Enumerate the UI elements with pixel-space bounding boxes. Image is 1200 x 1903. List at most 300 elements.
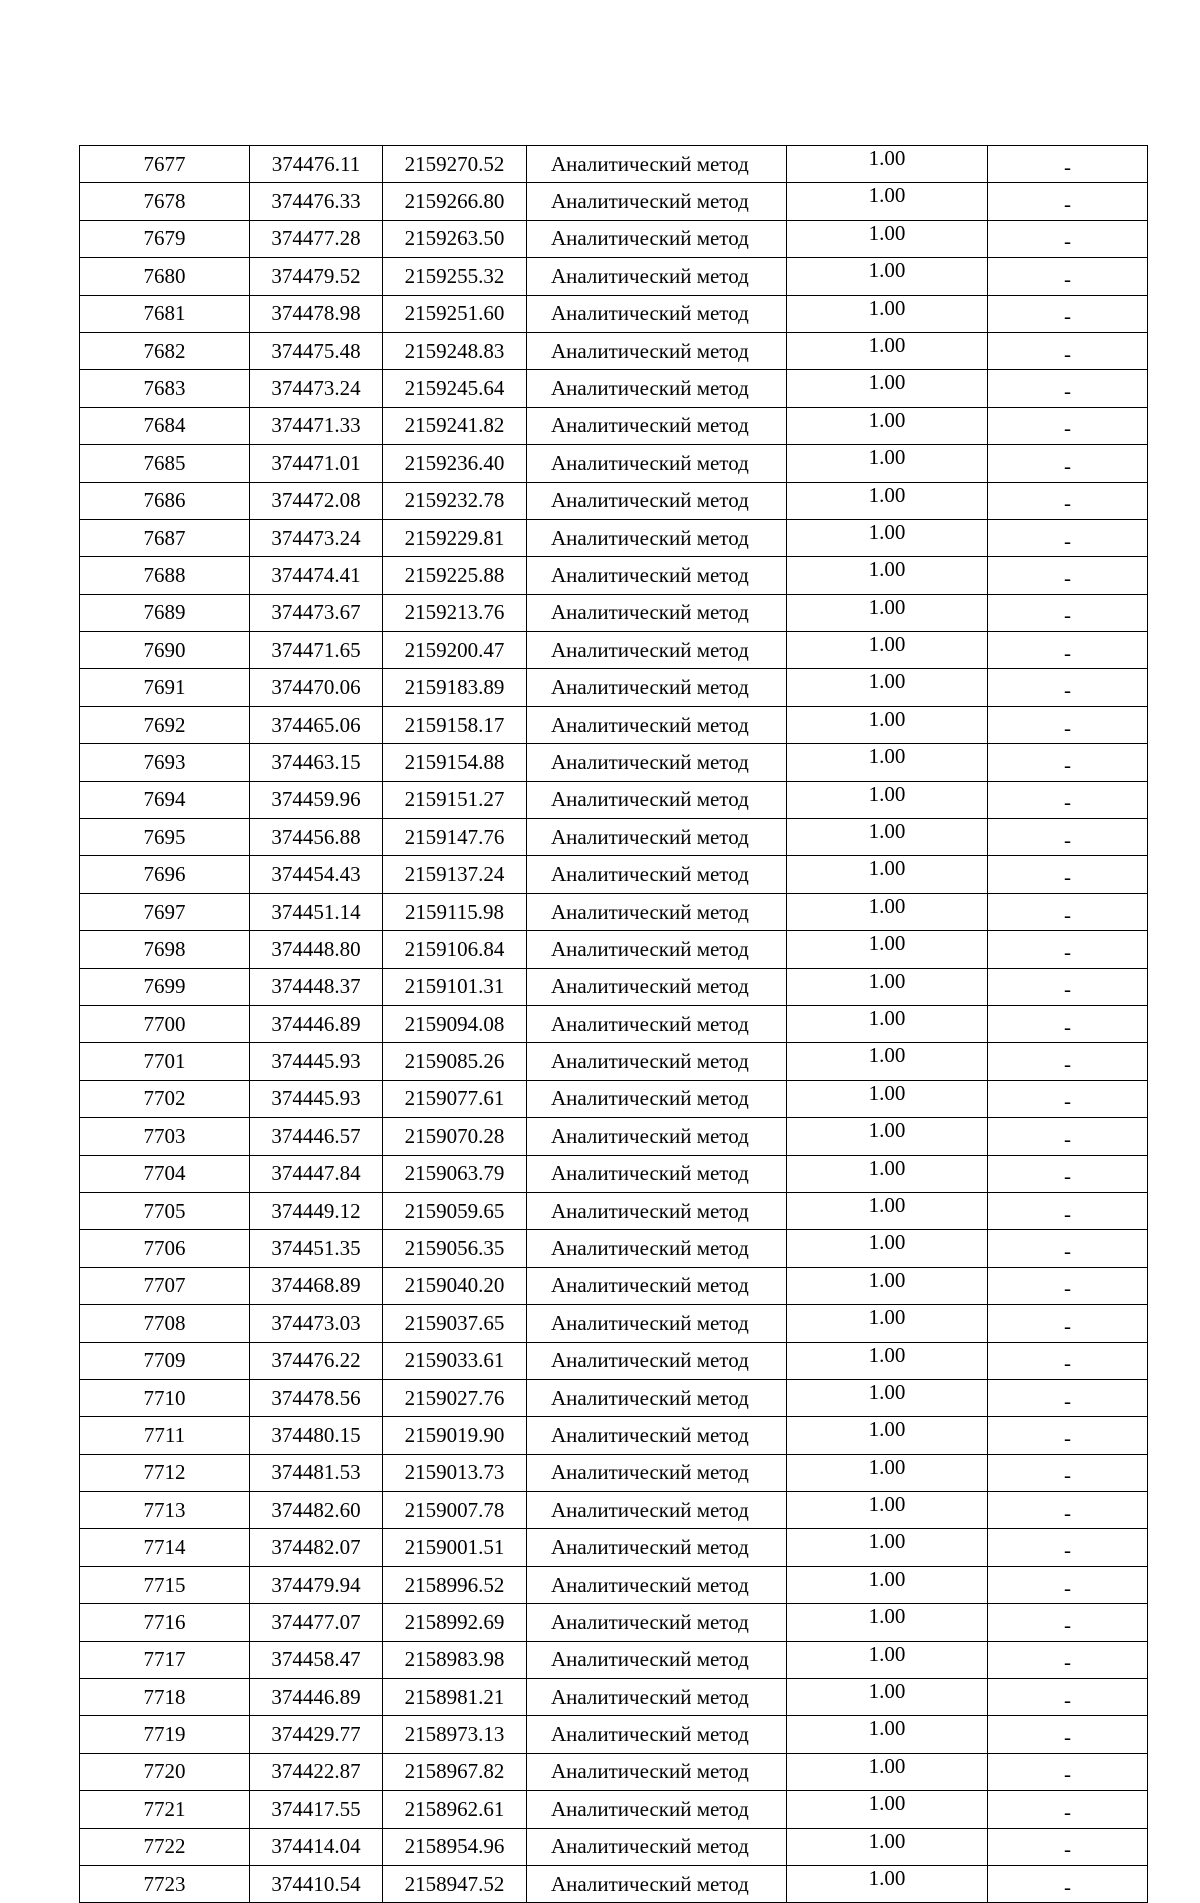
y-coordinate-cell: 2159245.64: [383, 370, 527, 407]
y-coordinate-cell: 2159101.31: [383, 968, 527, 1005]
note-cell: -: [988, 968, 1148, 1005]
note-cell: -: [988, 445, 1148, 482]
y-coordinate-cell: 2159077.61: [383, 1080, 527, 1117]
table-row: [80, 632, 1148, 669]
y-coordinate-cell: 2159154.88: [383, 744, 527, 781]
table-row: [80, 893, 1148, 930]
method-cell: Аналитический метод: [527, 146, 787, 183]
table-row: [80, 407, 1148, 444]
accuracy-cell: 1.00: [787, 1267, 988, 1304]
table-row: [80, 295, 1148, 332]
point-number-cell: 7678: [80, 183, 250, 220]
x-coordinate-cell: 374477.28: [250, 220, 383, 257]
point-number-cell: 7685: [80, 445, 250, 482]
accuracy-cell: 1.00: [787, 407, 988, 444]
y-coordinate-cell: 2159151.27: [383, 781, 527, 818]
x-coordinate-cell: 374422.87: [250, 1753, 383, 1790]
note-cell: -: [988, 1566, 1148, 1603]
accuracy-cell: 1.00: [787, 819, 988, 856]
y-coordinate-cell: 2158983.98: [383, 1641, 527, 1678]
table-row: [80, 968, 1148, 1005]
table-row: [80, 1230, 1148, 1267]
accuracy-cell: 1.00: [787, 1566, 988, 1603]
coordinates-table: [79, 145, 1148, 1903]
y-coordinate-cell: 2159236.40: [383, 445, 527, 482]
point-number-cell: 7700: [80, 1005, 250, 1042]
method-cell: Аналитический метод: [527, 1679, 787, 1716]
point-number-cell: 7689: [80, 594, 250, 631]
x-coordinate-cell: 374471.33: [250, 407, 383, 444]
method-cell: Аналитический метод: [527, 1529, 787, 1566]
note-cell: -: [988, 1155, 1148, 1192]
x-coordinate-cell: 374471.65: [250, 632, 383, 669]
accuracy-cell: 1.00: [787, 1043, 988, 1080]
method-cell: Аналитический метод: [527, 258, 787, 295]
accuracy-cell: 1.00: [787, 1305, 988, 1342]
y-coordinate-cell: 2158967.82: [383, 1753, 527, 1790]
x-coordinate-cell: 374417.55: [250, 1791, 383, 1828]
point-number-cell: 7702: [80, 1080, 250, 1117]
x-coordinate-cell: 374445.93: [250, 1080, 383, 1117]
method-cell: Аналитический метод: [527, 1005, 787, 1042]
y-coordinate-cell: 2158996.52: [383, 1566, 527, 1603]
note-cell: -: [988, 1679, 1148, 1716]
note-cell: -: [988, 1753, 1148, 1790]
method-cell: Аналитический метод: [527, 1043, 787, 1080]
x-coordinate-cell: 374478.98: [250, 295, 383, 332]
accuracy-cell: 1.00: [787, 557, 988, 594]
y-coordinate-cell: 2159213.76: [383, 594, 527, 631]
y-coordinate-cell: 2159270.52: [383, 146, 527, 183]
y-coordinate-cell: 2159241.82: [383, 407, 527, 444]
accuracy-cell: 1.00: [787, 1118, 988, 1155]
method-cell: Аналитический метод: [527, 220, 787, 257]
x-coordinate-cell: 374465.06: [250, 706, 383, 743]
x-coordinate-cell: 374445.93: [250, 1043, 383, 1080]
point-number-cell: 7701: [80, 1043, 250, 1080]
x-coordinate-cell: 374446.89: [250, 1679, 383, 1716]
table-row: [80, 482, 1148, 519]
x-coordinate-cell: 374429.77: [250, 1716, 383, 1753]
point-number-cell: 7709: [80, 1342, 250, 1379]
note-cell: -: [988, 258, 1148, 295]
table-row: [80, 1791, 1148, 1828]
point-number-cell: 7680: [80, 258, 250, 295]
method-cell: Аналитический метод: [527, 1118, 787, 1155]
method-cell: Аналитический метод: [527, 295, 787, 332]
method-cell: Аналитический метод: [527, 482, 787, 519]
note-cell: -: [988, 370, 1148, 407]
table-row: [80, 1566, 1148, 1603]
accuracy-cell: 1.00: [787, 781, 988, 818]
y-coordinate-cell: 2159248.83: [383, 332, 527, 369]
method-cell: Аналитический метод: [527, 781, 787, 818]
note-cell: -: [988, 594, 1148, 631]
y-coordinate-cell: 2159056.35: [383, 1230, 527, 1267]
point-number-cell: 7687: [80, 519, 250, 556]
table-row: [80, 856, 1148, 893]
point-number-cell: 7704: [80, 1155, 250, 1192]
table-row: [80, 332, 1148, 369]
note-cell: -: [988, 220, 1148, 257]
x-coordinate-cell: 374459.96: [250, 781, 383, 818]
table-row: [80, 557, 1148, 594]
y-coordinate-cell: 2159070.28: [383, 1118, 527, 1155]
point-number-cell: 7681: [80, 295, 250, 332]
note-cell: -: [988, 781, 1148, 818]
point-number-cell: 7698: [80, 931, 250, 968]
x-coordinate-cell: 374476.22: [250, 1342, 383, 1379]
point-number-cell: 7679: [80, 220, 250, 257]
note-cell: -: [988, 407, 1148, 444]
method-cell: Аналитический метод: [527, 370, 787, 407]
accuracy-cell: 1.00: [787, 594, 988, 631]
note-cell: -: [988, 1118, 1148, 1155]
method-cell: Аналитический метод: [527, 1454, 787, 1491]
method-cell: Аналитический метод: [527, 931, 787, 968]
table-row: [80, 1267, 1148, 1304]
accuracy-cell: 1.00: [787, 1641, 988, 1678]
y-coordinate-cell: 2159059.65: [383, 1192, 527, 1229]
table-row: [80, 1679, 1148, 1716]
method-cell: Аналитический метод: [527, 407, 787, 444]
accuracy-cell: 1.00: [787, 1529, 988, 1566]
table-row: [80, 819, 1148, 856]
accuracy-cell: 1.00: [787, 220, 988, 257]
y-coordinate-cell: 2159263.50: [383, 220, 527, 257]
method-cell: Аналитический метод: [527, 332, 787, 369]
method-cell: Аналитический метод: [527, 1192, 787, 1229]
x-coordinate-cell: 374481.53: [250, 1454, 383, 1491]
y-coordinate-cell: 2158962.61: [383, 1791, 527, 1828]
accuracy-cell: 1.00: [787, 632, 988, 669]
note-cell: -: [988, 295, 1148, 332]
x-coordinate-cell: 374451.35: [250, 1230, 383, 1267]
method-cell: Аналитический метод: [527, 669, 787, 706]
accuracy-cell: 1.00: [787, 1005, 988, 1042]
method-cell: Аналитический метод: [527, 1753, 787, 1790]
accuracy-cell: 1.00: [787, 893, 988, 930]
x-coordinate-cell: 374470.06: [250, 669, 383, 706]
accuracy-cell: 1.00: [787, 1753, 988, 1790]
method-cell: Аналитический метод: [527, 519, 787, 556]
note-cell: -: [988, 1454, 1148, 1491]
point-number-cell: 7711: [80, 1417, 250, 1454]
method-cell: Аналитический метод: [527, 1492, 787, 1529]
point-number-cell: 7715: [80, 1566, 250, 1603]
method-cell: Аналитический метод: [527, 1417, 787, 1454]
y-coordinate-cell: 2159183.89: [383, 669, 527, 706]
note-cell: -: [988, 1305, 1148, 1342]
point-number-cell: 7723: [80, 1865, 250, 1902]
accuracy-cell: 1.00: [787, 856, 988, 893]
note-cell: -: [988, 1604, 1148, 1641]
point-number-cell: 7720: [80, 1753, 250, 1790]
point-number-cell: 7714: [80, 1529, 250, 1566]
accuracy-cell: 1.00: [787, 968, 988, 1005]
method-cell: Аналитический метод: [527, 1230, 787, 1267]
y-coordinate-cell: 2159040.20: [383, 1267, 527, 1304]
accuracy-cell: 1.00: [787, 183, 988, 220]
y-coordinate-cell: 2159251.60: [383, 295, 527, 332]
table-row: [80, 1080, 1148, 1117]
y-coordinate-cell: 2159255.32: [383, 258, 527, 295]
note-cell: -: [988, 632, 1148, 669]
note-cell: -: [988, 557, 1148, 594]
method-cell: Аналитический метод: [527, 706, 787, 743]
method-cell: Аналитический метод: [527, 1566, 787, 1603]
table-row: [80, 594, 1148, 631]
note-cell: -: [988, 931, 1148, 968]
table-row: [80, 183, 1148, 220]
accuracy-cell: 1.00: [787, 146, 988, 183]
table-row: [80, 1716, 1148, 1753]
y-coordinate-cell: 2159001.51: [383, 1529, 527, 1566]
point-number-cell: 7682: [80, 332, 250, 369]
point-number-cell: 7710: [80, 1379, 250, 1416]
point-number-cell: 7722: [80, 1828, 250, 1865]
x-coordinate-cell: 374446.57: [250, 1118, 383, 1155]
method-cell: Аналитический метод: [527, 594, 787, 631]
table-row: [80, 1043, 1148, 1080]
method-cell: Аналитический метод: [527, 1305, 787, 1342]
accuracy-cell: 1.00: [787, 482, 988, 519]
note-cell: -: [988, 146, 1148, 183]
table-row: [80, 1118, 1148, 1155]
accuracy-cell: 1.00: [787, 931, 988, 968]
note-cell: -: [988, 893, 1148, 930]
note-cell: -: [988, 1080, 1148, 1117]
y-coordinate-cell: 2158992.69: [383, 1604, 527, 1641]
note-cell: -: [988, 1230, 1148, 1267]
point-number-cell: 7718: [80, 1679, 250, 1716]
table-row: [80, 1604, 1148, 1641]
point-number-cell: 7693: [80, 744, 250, 781]
note-cell: -: [988, 332, 1148, 369]
method-cell: Аналитический метод: [527, 968, 787, 1005]
note-cell: -: [988, 1828, 1148, 1865]
accuracy-cell: 1.00: [787, 370, 988, 407]
table-row: [80, 931, 1148, 968]
y-coordinate-cell: 2159037.65: [383, 1305, 527, 1342]
accuracy-cell: 1.00: [787, 1155, 988, 1192]
x-coordinate-cell: 374473.24: [250, 370, 383, 407]
accuracy-cell: 1.00: [787, 1716, 988, 1753]
y-coordinate-cell: 2159137.24: [383, 856, 527, 893]
accuracy-cell: 1.00: [787, 1791, 988, 1828]
accuracy-cell: 1.00: [787, 1379, 988, 1416]
accuracy-cell: 1.00: [787, 332, 988, 369]
note-cell: -: [988, 1791, 1148, 1828]
table-row: [80, 1155, 1148, 1192]
x-coordinate-cell: 374449.12: [250, 1192, 383, 1229]
point-number-cell: 7686: [80, 482, 250, 519]
x-coordinate-cell: 374448.80: [250, 931, 383, 968]
x-coordinate-cell: 374468.89: [250, 1267, 383, 1304]
point-number-cell: 7712: [80, 1454, 250, 1491]
table-row: [80, 1192, 1148, 1229]
note-cell: -: [988, 1716, 1148, 1753]
x-coordinate-cell: 374451.14: [250, 893, 383, 930]
y-coordinate-cell: 2159094.08: [383, 1005, 527, 1042]
point-number-cell: 7695: [80, 819, 250, 856]
point-number-cell: 7706: [80, 1230, 250, 1267]
point-number-cell: 7708: [80, 1305, 250, 1342]
x-coordinate-cell: 374472.08: [250, 482, 383, 519]
table-row: [80, 1305, 1148, 1342]
accuracy-cell: 1.00: [787, 1080, 988, 1117]
method-cell: Аналитический метод: [527, 1791, 787, 1828]
method-cell: Аналитический метод: [527, 183, 787, 220]
point-number-cell: 7690: [80, 632, 250, 669]
method-cell: Аналитический метод: [527, 632, 787, 669]
y-coordinate-cell: 2159229.81: [383, 519, 527, 556]
point-number-cell: 7694: [80, 781, 250, 818]
table-row: [80, 781, 1148, 818]
y-coordinate-cell: 2158981.21: [383, 1679, 527, 1716]
table-row: [80, 1379, 1148, 1416]
method-cell: Аналитический метод: [527, 819, 787, 856]
x-coordinate-cell: 374414.04: [250, 1828, 383, 1865]
table-row: [80, 1641, 1148, 1678]
note-cell: -: [988, 519, 1148, 556]
x-coordinate-cell: 374447.84: [250, 1155, 383, 1192]
method-cell: Аналитический метод: [527, 893, 787, 930]
point-number-cell: 7713: [80, 1492, 250, 1529]
accuracy-cell: 1.00: [787, 445, 988, 482]
note-cell: -: [988, 482, 1148, 519]
point-number-cell: 7707: [80, 1267, 250, 1304]
point-number-cell: 7692: [80, 706, 250, 743]
table-row: [80, 744, 1148, 781]
point-number-cell: 7688: [80, 557, 250, 594]
x-coordinate-cell: 374482.60: [250, 1492, 383, 1529]
y-coordinate-cell: 2159027.76: [383, 1379, 527, 1416]
x-coordinate-cell: 374480.15: [250, 1417, 383, 1454]
y-coordinate-cell: 2159266.80: [383, 183, 527, 220]
method-cell: Аналитический метод: [527, 1155, 787, 1192]
note-cell: -: [988, 1342, 1148, 1379]
note-cell: -: [988, 183, 1148, 220]
table-row: [80, 1753, 1148, 1790]
method-cell: Аналитический метод: [527, 1641, 787, 1678]
x-coordinate-cell: 374473.24: [250, 519, 383, 556]
y-coordinate-cell: 2159147.76: [383, 819, 527, 856]
y-coordinate-cell: 2159225.88: [383, 557, 527, 594]
x-coordinate-cell: 374482.07: [250, 1529, 383, 1566]
note-cell: -: [988, 1417, 1148, 1454]
x-coordinate-cell: 374476.11: [250, 146, 383, 183]
x-coordinate-cell: 374458.47: [250, 1641, 383, 1678]
note-cell: -: [988, 856, 1148, 893]
y-coordinate-cell: 2159033.61: [383, 1342, 527, 1379]
point-number-cell: 7683: [80, 370, 250, 407]
x-coordinate-cell: 374454.43: [250, 856, 383, 893]
x-coordinate-cell: 374446.89: [250, 1005, 383, 1042]
x-coordinate-cell: 374473.03: [250, 1305, 383, 1342]
x-coordinate-cell: 374473.67: [250, 594, 383, 631]
x-coordinate-cell: 374448.37: [250, 968, 383, 1005]
table-row: [80, 1005, 1148, 1042]
accuracy-cell: 1.00: [787, 1492, 988, 1529]
y-coordinate-cell: 2159019.90: [383, 1417, 527, 1454]
x-coordinate-cell: 374476.33: [250, 183, 383, 220]
table-row: [80, 1342, 1148, 1379]
note-cell: -: [988, 1379, 1148, 1416]
point-number-cell: 7691: [80, 669, 250, 706]
method-cell: Аналитический метод: [527, 557, 787, 594]
table-row: [80, 445, 1148, 482]
x-coordinate-cell: 374471.01: [250, 445, 383, 482]
table-row: [80, 146, 1148, 183]
accuracy-cell: 1.00: [787, 1417, 988, 1454]
method-cell: Аналитический метод: [527, 1716, 787, 1753]
coordinates-table-body: [80, 146, 1148, 1903]
y-coordinate-cell: 2159232.78: [383, 482, 527, 519]
y-coordinate-cell: 2159115.98: [383, 893, 527, 930]
y-coordinate-cell: 2159085.26: [383, 1043, 527, 1080]
method-cell: Аналитический метод: [527, 1828, 787, 1865]
y-coordinate-cell: 2159013.73: [383, 1454, 527, 1491]
point-number-cell: 7716: [80, 1604, 250, 1641]
point-number-cell: 7677: [80, 146, 250, 183]
x-coordinate-cell: 374477.07: [250, 1604, 383, 1641]
accuracy-cell: 1.00: [787, 519, 988, 556]
method-cell: Аналитический метод: [527, 1604, 787, 1641]
note-cell: -: [988, 744, 1148, 781]
point-number-cell: 7703: [80, 1118, 250, 1155]
point-number-cell: 7697: [80, 893, 250, 930]
x-coordinate-cell: 374478.56: [250, 1379, 383, 1416]
accuracy-cell: 1.00: [787, 1604, 988, 1641]
note-cell: -: [988, 1267, 1148, 1304]
accuracy-cell: 1.00: [787, 295, 988, 332]
x-coordinate-cell: 374463.15: [250, 744, 383, 781]
accuracy-cell: 1.00: [787, 258, 988, 295]
table-row: [80, 370, 1148, 407]
note-cell: -: [988, 1865, 1148, 1902]
note-cell: -: [988, 706, 1148, 743]
x-coordinate-cell: 374474.41: [250, 557, 383, 594]
note-cell: -: [988, 1641, 1148, 1678]
y-coordinate-cell: 2159200.47: [383, 632, 527, 669]
method-cell: Аналитический метод: [527, 1865, 787, 1902]
table-row: [80, 258, 1148, 295]
point-number-cell: 7705: [80, 1192, 250, 1229]
x-coordinate-cell: 374456.88: [250, 819, 383, 856]
note-cell: -: [988, 819, 1148, 856]
table-row: [80, 519, 1148, 556]
note-cell: -: [988, 669, 1148, 706]
table-row: [80, 1828, 1148, 1865]
accuracy-cell: 1.00: [787, 706, 988, 743]
method-cell: Аналитический метод: [527, 856, 787, 893]
accuracy-cell: 1.00: [787, 1230, 988, 1267]
y-coordinate-cell: 2159106.84: [383, 931, 527, 968]
table-row: [80, 1492, 1148, 1529]
x-coordinate-cell: 374479.52: [250, 258, 383, 295]
table-row: [80, 220, 1148, 257]
table-row: [80, 1417, 1148, 1454]
note-cell: -: [988, 1492, 1148, 1529]
method-cell: Аналитический метод: [527, 1379, 787, 1416]
accuracy-cell: 1.00: [787, 1865, 988, 1902]
table-row: [80, 1865, 1148, 1902]
point-number-cell: 7721: [80, 1791, 250, 1828]
method-cell: Аналитический метод: [527, 1267, 787, 1304]
accuracy-cell: 1.00: [787, 1454, 988, 1491]
table-row: [80, 1454, 1148, 1491]
